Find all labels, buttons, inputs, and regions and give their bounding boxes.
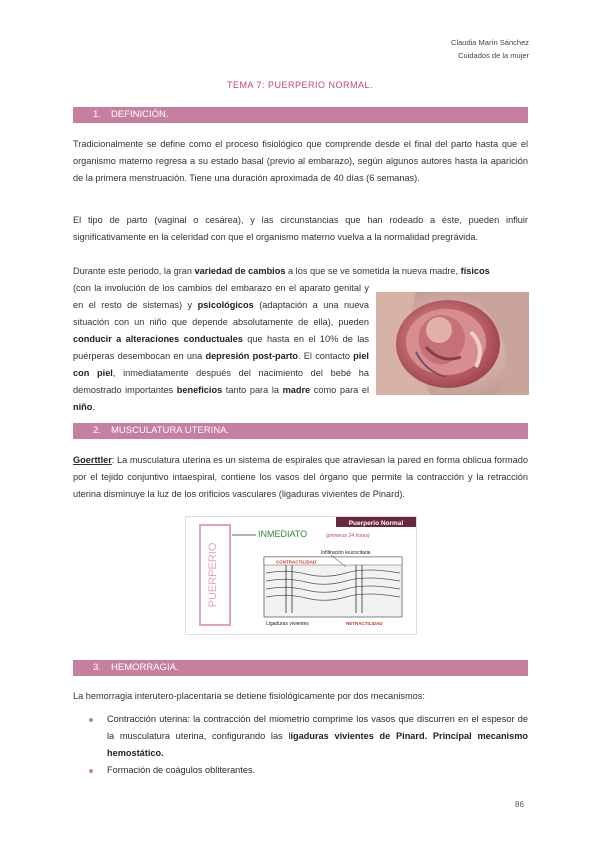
diagram-immediate: INMEDIATO — [258, 529, 308, 539]
puerperium-diagram — [185, 516, 417, 635]
diagram-ligatures: Ligaduras vivientes — [266, 621, 309, 627]
definition-paragraph-2: El tipo de parto (vaginal o cesárea), y las circunstancias que han rodeado a éste, pueden influir significativamente en la celeridad con que el organismo materno vuelva a la normalidad pregrávida. — [73, 215, 528, 242]
diagram-side-label: PUERPERIO — [207, 542, 219, 608]
section-number: 3. — [93, 662, 101, 673]
bullet-icon — [89, 718, 93, 722]
section-number: 2. — [93, 425, 101, 436]
section-bar-definicion — [73, 107, 528, 123]
goerttler-term: Goerttler — [73, 455, 112, 465]
diagram-corner-label: Puerperio Normal — [348, 520, 404, 527]
definition-paragraph-3: (con la involución de los cambios del embarazo en el aparato genital y en el resto de sistemas) y psicológicos (adaptación a una nueva situación con un niño que depende absolutamente de ella), pueden conducir a alteraciones conductuales que hasta en el 10% de las puérperas desembocan en una depresión post-parto. El contacto piel con piel, inmediatamente después del nacimiento del bebé ha demostrado importantes beneficios tanto para la madre como para el niño. — [73, 283, 370, 412]
definition-paragraph-1: Tradicionalmente se define como el proceso fisiológico que comprende desde el final del parto hasta que el organismo materno regresa a su estado basal (previo al embarazo), según algunos autores hasta la aparición de la primera menstruación. Tiene una duración aproximada de 40 días (6 semanas). — [73, 139, 528, 183]
musculature-paragraph: Goerttler: La musculatura uterina es un sistema de espirales que atraviesan la pared en forma oblicua formado por el tejido conjuntivo intaespiral, contiene los vasos del órgano que permite la contracción y la retracción uterina disminuye la luz de los orificios vasculares (ligaduras vivientes de Pinard). — [73, 455, 528, 499]
diagram-retractility: RETRACTILIDAD — [346, 621, 383, 626]
definition-paragraph-3-line1: Durante este periodo, la gran variedad de cambios a los que se ve sometida la nueva madre, físicos — [73, 266, 490, 276]
section-number: 1. — [93, 109, 101, 120]
header-subject: Cuidados de la mujer — [458, 51, 529, 60]
diagram-contractility: CONTRACTILIDAD — [276, 559, 317, 565]
section-title: MUSCULATURA UTERINA. — [111, 425, 230, 436]
section-title: HEMORRAGIA. — [111, 662, 179, 673]
hemorrhage-list — [87, 711, 528, 779]
bullet-icon — [89, 769, 93, 773]
hemorrhage-intro: La hemorragia interutero-placentaria se detiene fisiológicamente por dos mecanismos: — [73, 691, 425, 701]
list-item: Formación de coágulos obliterantes. — [87, 762, 528, 779]
page-title: TEMA 7: PUERPERIO NORMAL. — [226, 80, 374, 90]
section-title: DEFINICIÓN. — [111, 109, 169, 120]
section-bar-hemorragia — [73, 660, 528, 676]
pregnancy-illustration — [376, 292, 529, 395]
diagram-infiltration: Infiltración leucocitaria — [321, 550, 371, 556]
list-item: Contracción uterina: la contracción del miometrio comprime los vasos que discurren en el espesor de la musculatura uterina, configurando las ligaduras vivientes de Pinard. Principal mecanismo hemostático. — [87, 711, 528, 762]
header-author: Claudia Marín Sánchez — [451, 38, 529, 47]
section-bar-musculatura — [73, 423, 528, 439]
page-number: 86 — [515, 800, 524, 809]
diagram-immediate-note: (primeras 24 horas) — [326, 533, 370, 539]
